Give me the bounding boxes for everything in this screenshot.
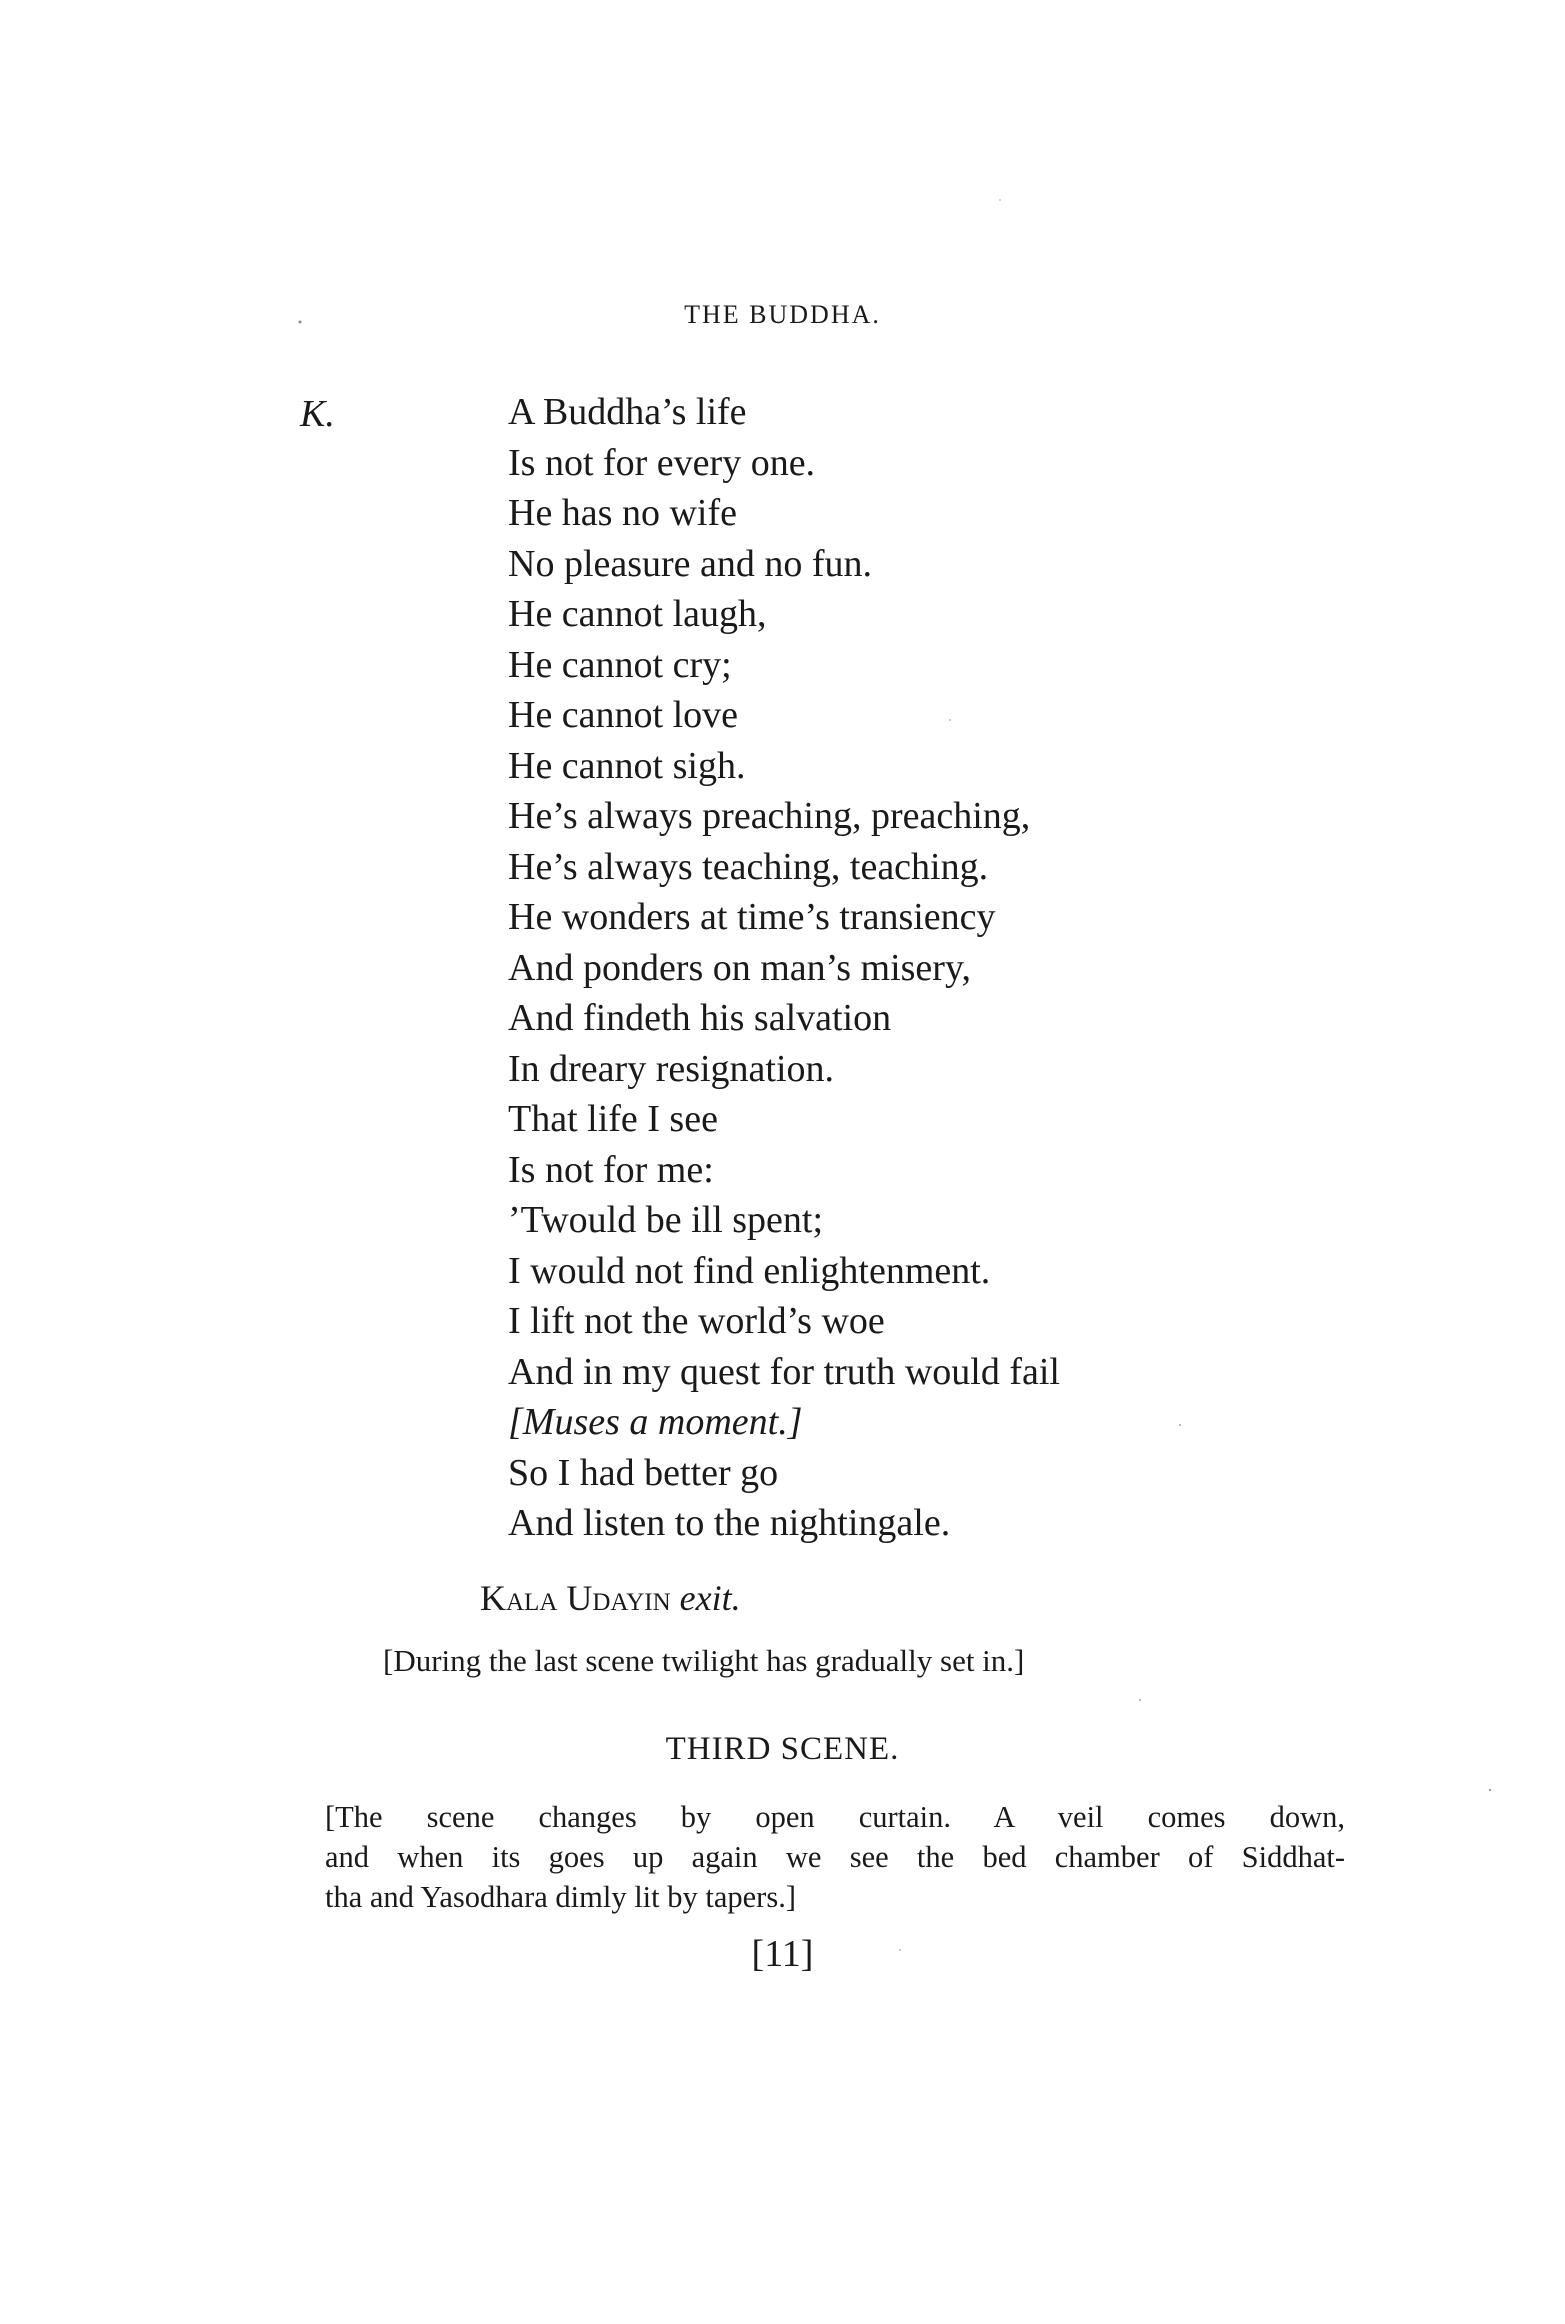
running-head: THE BUDDHA.	[684, 300, 881, 329]
stage-direction-twilight: [During the last scene twilight has gradually set in.]	[383, 1643, 1025, 1678]
stage-direction-line: and when its goes up again we see the bed chamber of Siddhat-	[325, 1840, 1345, 1874]
verse-line: So I had better go	[508, 1451, 779, 1494]
verse-line: I lift not the world’s woe	[508, 1300, 885, 1342]
exit-verb: exit.	[679, 1578, 741, 1618]
verse-line: And listen to the nightingale.	[508, 1502, 951, 1544]
verse-line: He’s always teaching, teaching.	[508, 845, 989, 888]
exit-direction	[480, 1577, 741, 1619]
scene-title: THIRD SCENE.	[665, 1731, 900, 1767]
stage-direction-scene-change	[325, 1797, 1345, 1917]
verse-line: Is not for me:	[508, 1148, 714, 1191]
verse-line: In dreary resignation.	[508, 1047, 835, 1090]
verse-line: He cannot sigh.	[508, 744, 746, 787]
verse-line: No pleasure and no fun.	[508, 542, 873, 585]
verse-line: He cannot love	[508, 694, 739, 736]
speaker-label: K.	[300, 393, 335, 435]
verse-line: That life I see	[508, 1098, 718, 1140]
verse-line: And ponders on man’s misery,	[508, 946, 971, 989]
exit-character-name: Kala Udayin	[480, 1578, 671, 1618]
stage-direction-line: [The scene changes by open curtain. A veil comes down,	[325, 1800, 1345, 1834]
verse-line: He’s always preaching, preaching,	[508, 795, 1031, 837]
inline-stage-direction: [Muses a moment.]	[508, 1401, 803, 1443]
verse-line: I would not find enlightenment.	[508, 1249, 991, 1292]
page-number: [11]	[751, 1933, 814, 1975]
verse-block	[508, 387, 1060, 1549]
verse-line: And in my quest for truth would fail	[508, 1350, 1060, 1393]
verse-line: And findeth his salvation	[508, 997, 892, 1039]
verse-line: He has no wife	[508, 492, 737, 534]
stage-direction-line: tha and Yasodhara dimly lit by tapers.]	[325, 1880, 796, 1914]
verse-line: He cannot cry;	[508, 643, 732, 686]
verse-line: He wonders at time’s transiency	[508, 896, 996, 938]
verse-line: He cannot laugh,	[508, 593, 767, 635]
verse-line: A Buddha’s life	[508, 391, 747, 433]
verse-line: Is not for every one.	[508, 441, 816, 484]
verse-line: ’Twould be ill spent;	[508, 1199, 824, 1241]
